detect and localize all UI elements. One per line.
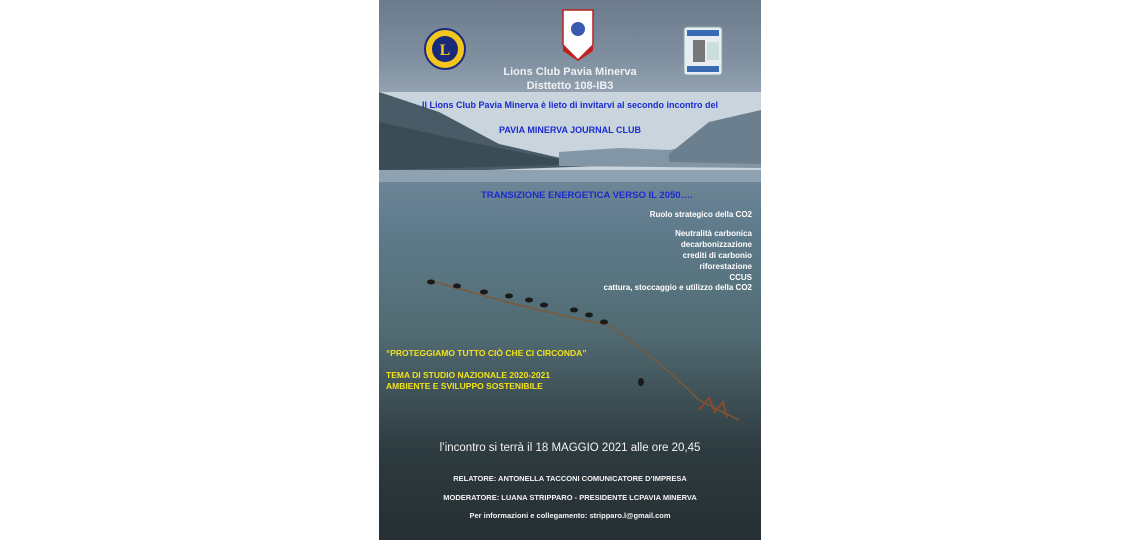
contact-line: Per informazioni e collegamento: stripparo.l@gmail.com <box>469 511 671 520</box>
topic-item: cattura, stoccaggio e utilizzo della CO2 <box>603 283 752 292</box>
speaker-line: RELATORE: ANTONELLA TACCONI COMUNICATORE D’IMPRESA <box>453 474 687 483</box>
topic-item: decarbonizzazione <box>680 240 752 249</box>
svg-text:L: L <box>439 42 451 59</box>
topic-title: TRANSIZIONE ENERGETICA VERSO IL 2050…. <box>481 190 693 201</box>
moderator-line: MODERATORE: LUANA STRIPPARO - PRESIDENTE LCPAVIA MINERVA <box>443 493 697 502</box>
invite-line: Il Lions Club Pavia Minerva è lieto di invitarvi al secondo incontro del <box>421 100 719 110</box>
club-name: Lions Club Pavia Minerva <box>503 66 637 78</box>
topic-item: Neutralità carbonica <box>675 229 752 238</box>
event-poster <box>379 0 761 540</box>
topic-item: crediti di carbonio <box>682 251 752 260</box>
journal-club-title: PAVIA MINERVA JOURNAL CLUB <box>498 125 641 135</box>
topic-subtitle: Ruolo strategico della CO2 <box>649 210 752 219</box>
topic-item: CCUS <box>729 273 752 282</box>
theme-line-1: TEMA DI STUDIO NAZIONALE 2020-2021 <box>386 370 551 380</box>
theme-line-2: AMBIENTE E SVILUPPO SOSTENIBILE <box>386 381 543 391</box>
theme-quote: “PROTEGGIAMO TUTTO CIÒ CHE CI CIRCONDA” <box>386 348 587 358</box>
district-name: Disttetto 108-IB3 <box>526 80 614 92</box>
topic-item: riforestazione <box>699 262 752 271</box>
lions-club-pavia-minerva-shield <box>562 9 594 61</box>
event-date: l’incontro si terrà il 18 MAGGIO 2021 alle ore 20,45 <box>439 442 701 454</box>
